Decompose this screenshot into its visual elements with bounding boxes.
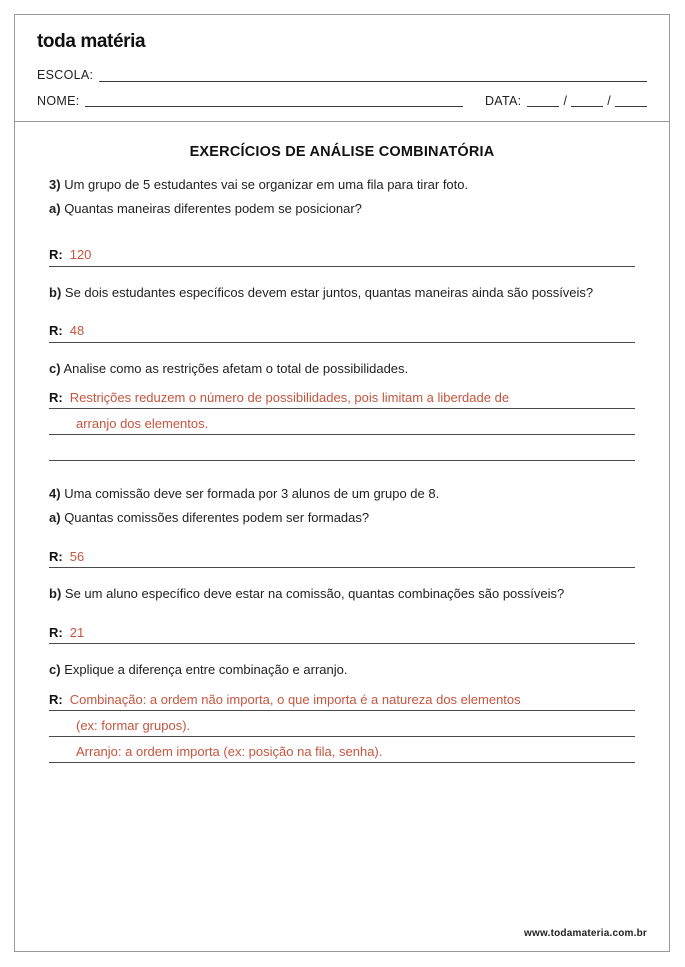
question-number: 3): [49, 177, 61, 192]
answer-line[interactable]: [49, 409, 635, 435]
question-item: [49, 509, 635, 528]
worksheet-header: [15, 15, 669, 122]
answer-line[interactable]: [49, 542, 635, 568]
answer-line[interactable]: [49, 241, 635, 267]
answer-value[interactable]: 21: [69, 624, 85, 640]
answer-value[interactable]: Combinação: a ordem não importa, o que importa é a natureza dos elementos: [69, 691, 521, 707]
answer-value[interactable]: 56: [69, 548, 85, 564]
question-item: [49, 661, 635, 680]
worksheet-page: [14, 14, 670, 952]
question-item: [49, 200, 635, 219]
answer-prefix: R:: [49, 247, 63, 263]
question-text: Uma comissão deve ser formada por 3 alunos de um grupo de 8.: [64, 486, 440, 502]
answer-value[interactable]: Restrições reduzem o número de possibilidades, pois limitam a liberdade de: [69, 390, 510, 406]
answer-line[interactable]: [49, 383, 635, 409]
data-separator-2: /: [607, 93, 611, 108]
data-field-group: [485, 95, 647, 108]
data-separator-1: /: [563, 93, 568, 108]
answer-value[interactable]: 120: [69, 247, 92, 263]
item-text: Explique a diferença entre combinação e arranjo.: [64, 661, 348, 677]
answer-prefix: R:: [49, 548, 63, 564]
answer-value[interactable]: Arranjo: a ordem importa (ex: posição na fila, senha).: [76, 743, 383, 759]
item-marker: a): [49, 200, 61, 216]
escola-label: ESCOLA:: [37, 68, 94, 82]
data-month-input[interactable]: [571, 96, 603, 107]
item-text: Se dois estudantes específicos devem estar juntos, quantas maneiras ainda são possíveis?: [64, 284, 594, 300]
answer-line[interactable]: [49, 711, 635, 737]
answer-prefix: R:: [49, 624, 63, 640]
question-item: [49, 360, 635, 379]
answer-value[interactable]: arranjo dos elementos.: [76, 416, 209, 432]
answer-line[interactable]: [49, 737, 635, 763]
item-marker: c): [49, 661, 61, 677]
escola-field-row: [37, 69, 647, 82]
answer-prefix: R:: [49, 323, 63, 339]
footer-url: www.todamateria.com.br: [524, 928, 647, 939]
answer-line[interactable]: [49, 618, 635, 644]
item-text: Quantas comissões diferentes podem ser formadas?: [64, 510, 370, 526]
item-marker: b): [49, 586, 62, 602]
question-text: Um grupo de 5 estudantes vai se organizar em uma fila para tirar foto.: [64, 177, 469, 192]
item-marker: a): [49, 510, 61, 526]
item-text: Se um aluno específico deve estar na comissão, quantas combinações são possíveis?: [64, 586, 565, 602]
escola-input-rule[interactable]: [99, 71, 647, 82]
question-number: 4): [49, 486, 61, 502]
item-text: Analise como as restrições afetam o total de possibilidades.: [63, 360, 409, 376]
item-marker: c): [49, 360, 61, 376]
answer-value[interactable]: 48: [69, 323, 85, 339]
answer-line[interactable]: [49, 685, 635, 711]
item-text: Quantas maneiras diferentes podem se posicionar?: [64, 200, 362, 216]
page-title: EXERCÍCIOS DE ANÁLISE COMBINATÓRIA: [189, 144, 495, 160]
data-year-input[interactable]: [615, 96, 647, 107]
nome-label: NOME:: [37, 93, 80, 108]
data-day-input[interactable]: [527, 96, 559, 107]
answer-value[interactable]: (ex: formar grupos).: [76, 717, 191, 733]
answer-prefix: R:: [49, 691, 63, 707]
nome-input-rule[interactable]: [85, 96, 462, 107]
item-marker: b): [49, 284, 62, 300]
question-item: [49, 284, 635, 303]
question-statement: [49, 176, 635, 195]
brand-logo: toda matéria: [37, 31, 146, 52]
answer-line[interactable]: [49, 435, 635, 461]
question-statement: [49, 485, 635, 504]
question-item: [49, 585, 635, 604]
answer-prefix: R:: [49, 390, 63, 406]
worksheet-body: [15, 122, 669, 928]
data-label: DATA:: [484, 93, 522, 108]
nome-data-field-row: [37, 95, 647, 108]
answer-line[interactable]: [49, 317, 635, 343]
